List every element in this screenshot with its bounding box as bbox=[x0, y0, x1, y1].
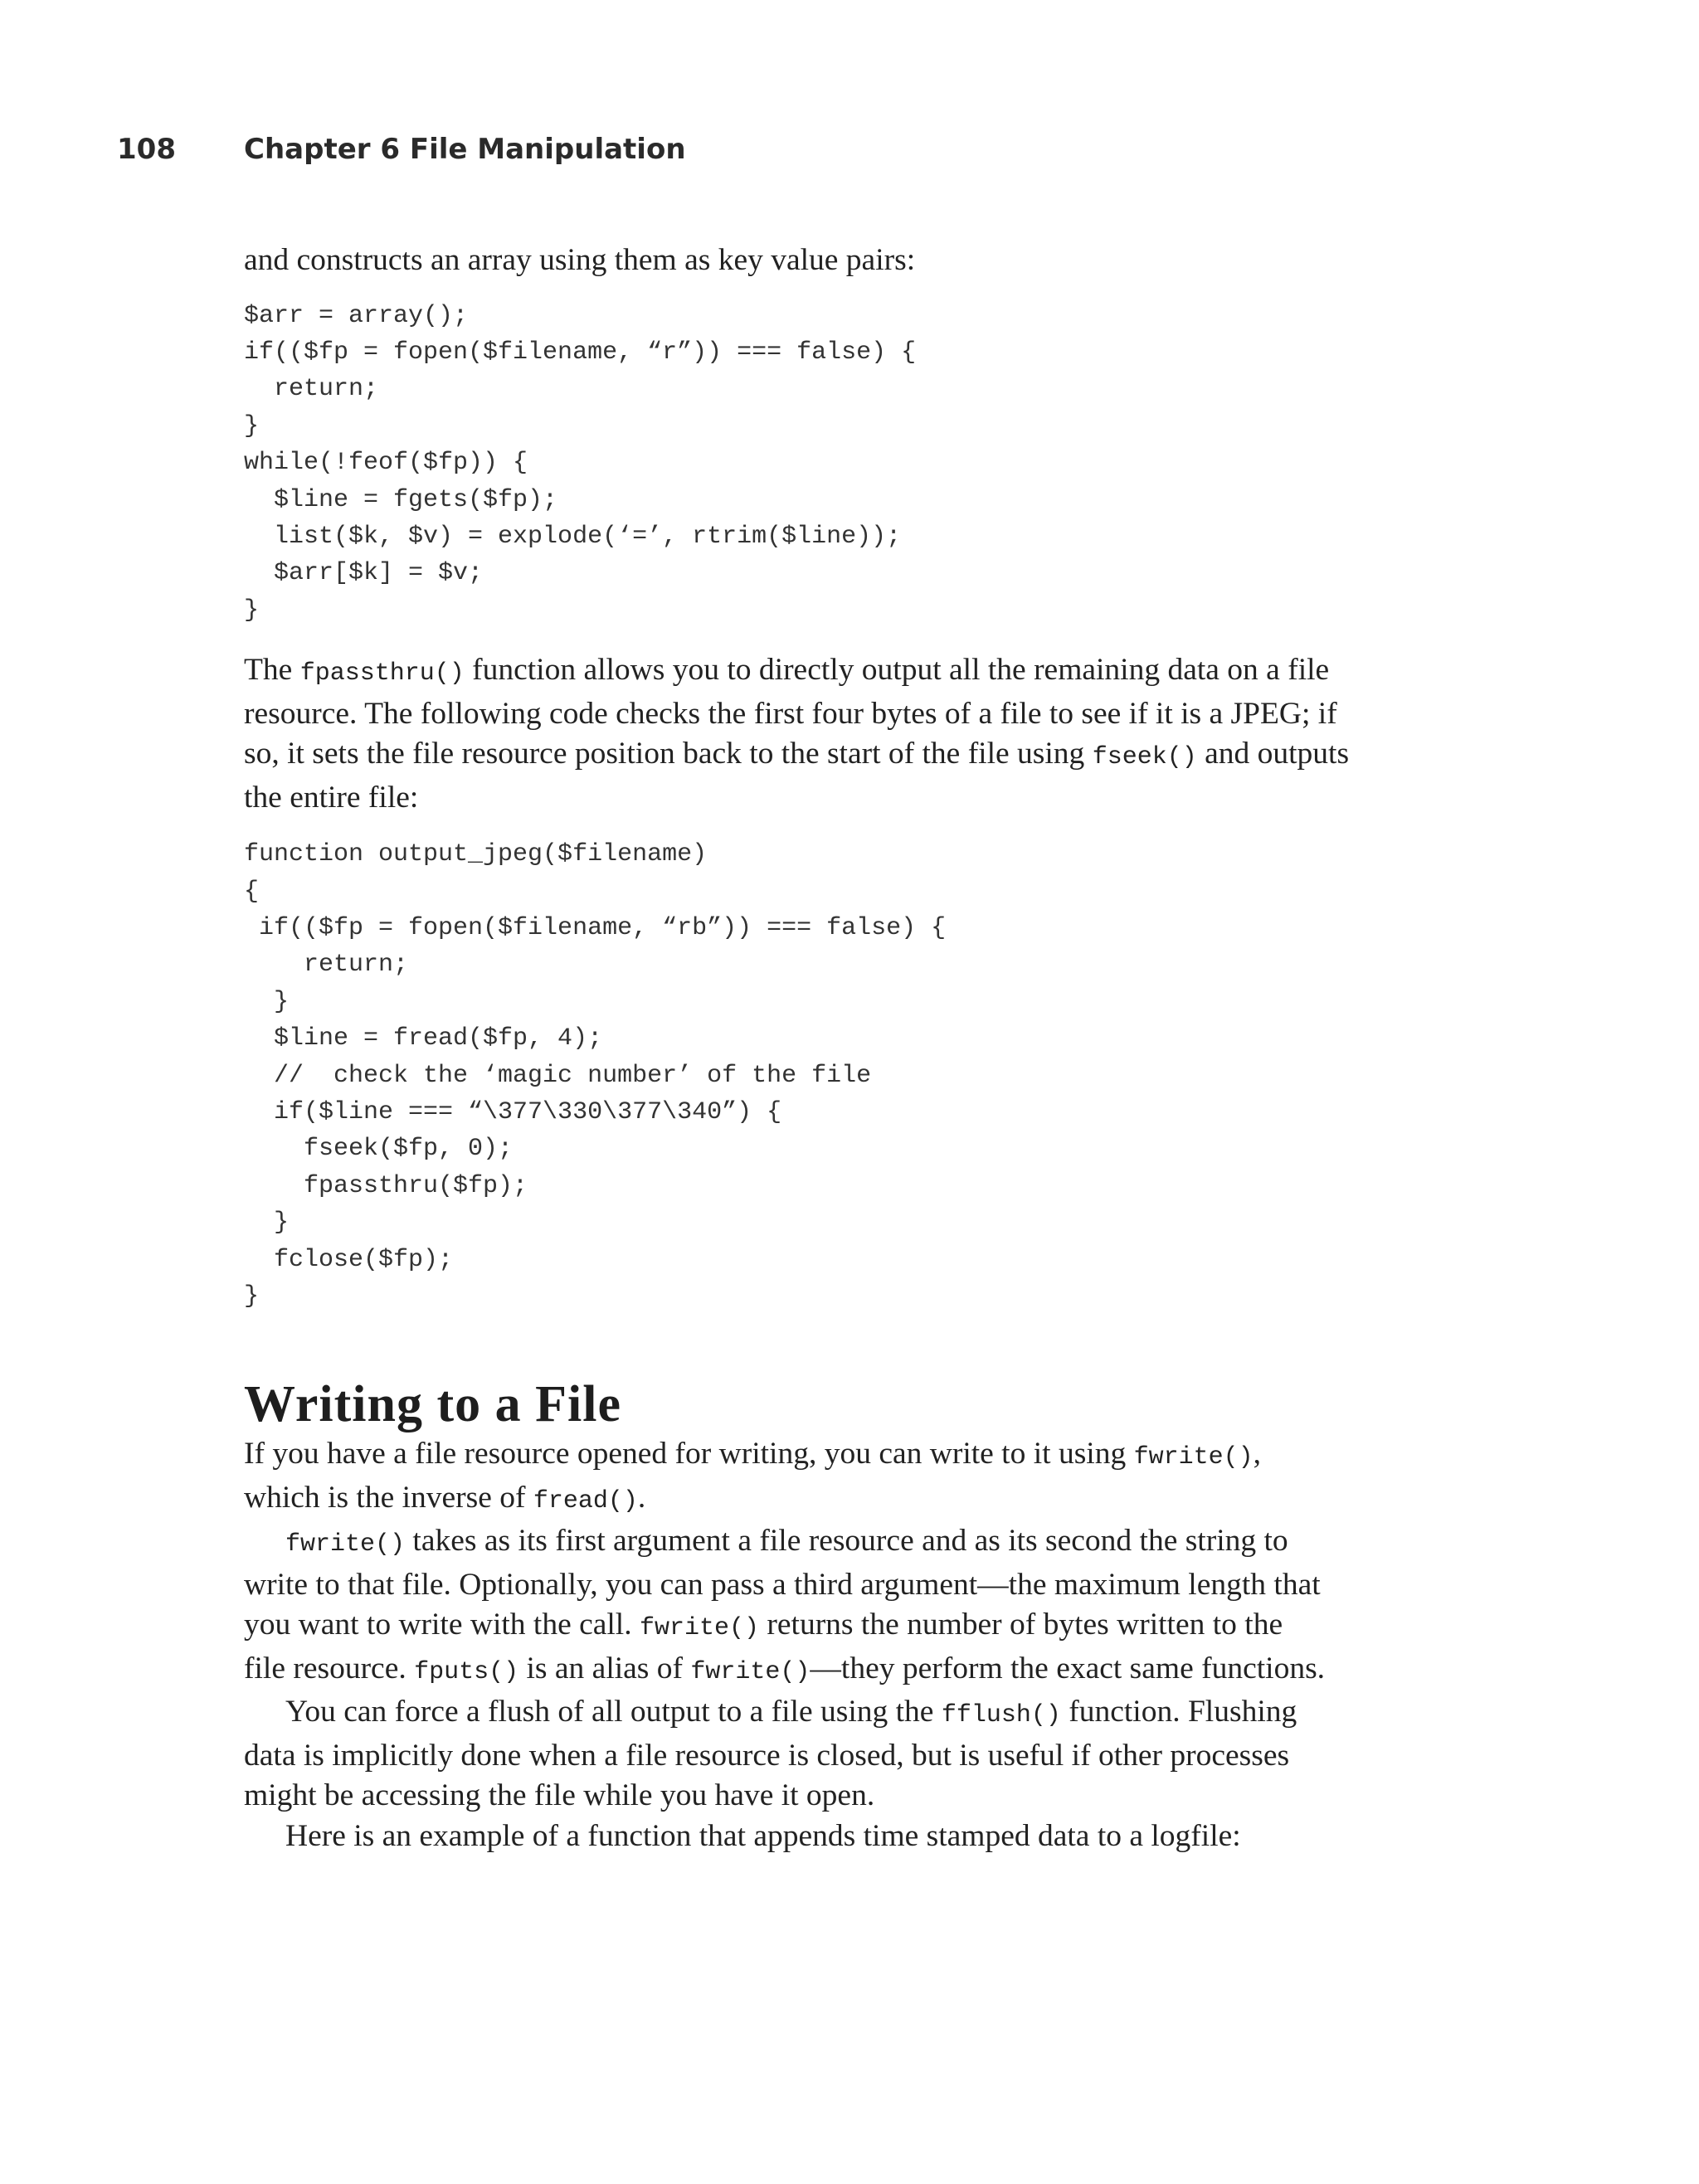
intro-text: and constructs an array using them as key value pairs: bbox=[244, 243, 916, 277]
page-number: 108 bbox=[117, 133, 176, 166]
section-heading: Writing to a File bbox=[244, 1376, 621, 1433]
text-span: might be accessing the file while you have it open. bbox=[244, 1778, 875, 1813]
text-line bbox=[244, 778, 1439, 819]
chapter-title: Chapter 6 File Manipulation bbox=[244, 133, 686, 166]
text-span: returns the number of bytes written to the bbox=[759, 1608, 1283, 1642]
text-span: You can force a flush of all output to a file using the bbox=[285, 1695, 942, 1729]
text-line bbox=[244, 694, 1439, 735]
text-span: function allows you to directly output all the remaining data on a file bbox=[464, 653, 1330, 688]
text-span: resource. The following code checks the first four bytes of a file to see if it is a JPEG; if bbox=[244, 696, 1337, 731]
inline-code-fwrite: fwrite() bbox=[285, 1530, 406, 1559]
inline-code-fread: fread() bbox=[533, 1486, 638, 1515]
text-line bbox=[244, 1692, 1439, 1736]
text-line bbox=[244, 1521, 1439, 1565]
text-span: function. Flushing bbox=[1060, 1695, 1297, 1729]
text-line bbox=[244, 650, 1439, 694]
page-content bbox=[244, 241, 1439, 1856]
fpassthru-paragraph bbox=[244, 650, 1439, 818]
inline-code-fwrite: fwrite() bbox=[1133, 1443, 1254, 1472]
writing-paragraph bbox=[244, 1434, 1439, 1521]
text-line bbox=[244, 1776, 1439, 1817]
fflush-paragraph bbox=[244, 1692, 1439, 1817]
fwrite-paragraph bbox=[244, 1521, 1439, 1692]
text-span: data is implicitly done when a file resource is closed, but is useful if other processes bbox=[244, 1738, 1290, 1773]
inline-code-fflush: fflush() bbox=[941, 1701, 1061, 1730]
text-line bbox=[244, 1565, 1439, 1606]
text-span: so, it sets the file resource position back to the start of the file using bbox=[244, 737, 1093, 771]
text-line bbox=[244, 734, 1439, 778]
inline-code-fwrite: fwrite() bbox=[639, 1614, 760, 1643]
code-block-output-jpeg: function output_jpeg($filename) { if(($fp = fopen($filename, “rb”)) === false) { return; } $line = fread($fp, 4); // check the ‘magic number’ of the file if($line === “\377\330\377\340”) { fseek($fp, 0); fpassthru($fp); } fclose($fp); } bbox=[244, 840, 947, 1311]
text-line bbox=[244, 1736, 1439, 1777]
text-span: which is the inverse of bbox=[244, 1480, 533, 1515]
code-block-parse-array: $arr = array(); if(($fp = fopen($filename, “r”)) === false) { return; } while(!feof($fp)) { $line = fgets($fp); list($k, $v) = explode(‘=’, rtrim($line)); $arr[$k] = $v; } bbox=[244, 301, 917, 625]
text-span: file resource. bbox=[244, 1651, 415, 1685]
page-header bbox=[0, 133, 1699, 174]
text-span: —they perform the exact same functions. bbox=[810, 1651, 1326, 1685]
text-line bbox=[244, 1817, 1439, 1857]
text-span: takes as its first argument a file resource and as its second the string to bbox=[405, 1524, 1288, 1559]
inline-code-fseek: fseek() bbox=[1092, 743, 1197, 772]
inline-code-fpassthru: fpassthru() bbox=[299, 659, 465, 688]
text-span: and outputs bbox=[1196, 737, 1350, 771]
inline-code-fwrite: fwrite() bbox=[690, 1657, 811, 1686]
intro-paragraph bbox=[244, 241, 1439, 281]
text-span: Here is an example of a function that appends time stamped data to a logfile: bbox=[285, 1818, 1241, 1853]
text-span: . bbox=[637, 1480, 646, 1515]
text-span: write to that file. Optionally, you can pass a third argument—the maximum length that bbox=[244, 1567, 1321, 1602]
text-span: is an alias of bbox=[518, 1651, 691, 1685]
text-line bbox=[244, 1605, 1439, 1649]
inline-code-fputs: fputs() bbox=[414, 1657, 519, 1686]
text-line bbox=[244, 1649, 1439, 1693]
text-span: If you have a file resource opened for writing, you can write to it using bbox=[244, 1437, 1134, 1471]
text-line bbox=[244, 1434, 1439, 1478]
example-paragraph bbox=[244, 1817, 1439, 1857]
text-span: The bbox=[244, 653, 300, 688]
text-line bbox=[244, 1478, 1439, 1522]
text-span: , bbox=[1253, 1437, 1261, 1471]
text-span: the entire file: bbox=[244, 780, 419, 815]
text-span: you want to write with the call. bbox=[244, 1608, 640, 1642]
